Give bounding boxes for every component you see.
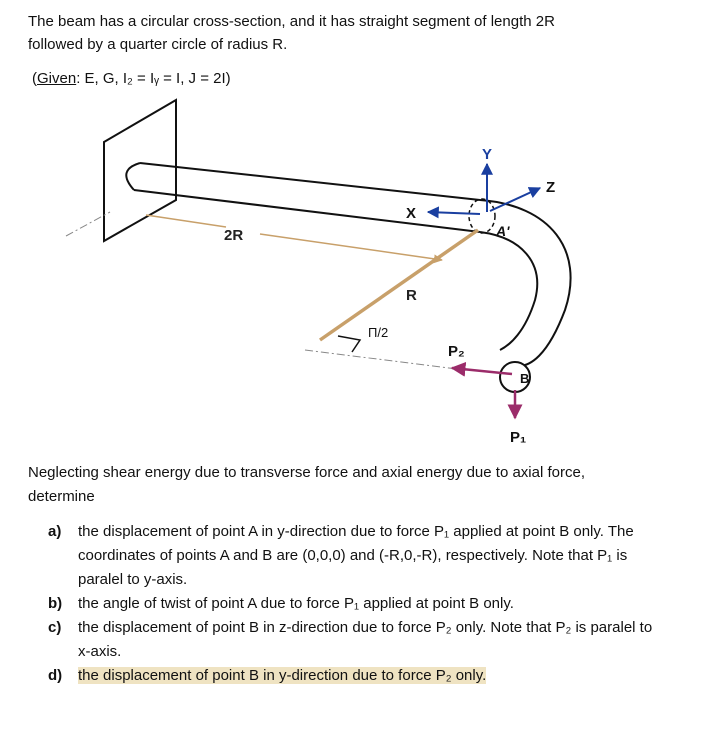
axis-x-arrow [428,212,480,214]
question-d [48,664,668,688]
question-a [48,520,668,592]
point-a-section [469,199,495,233]
axis-z-label: Z [546,179,556,196]
question-b-label: b) [48,595,63,612]
axis-x-label: X [406,205,417,222]
given-open: ( [32,70,37,87]
question-a-label: a) [48,523,62,540]
axis-y-label: Y [482,146,493,163]
given-word: Given [37,70,77,87]
question-b-text: the angle of twist of point A due to force P₁ applied at point B only. [78,595,514,612]
question-a-text: the displacement of point A in y-direction due to force P₁ applied at point B only. The coordinates of points A and B are (0,0,0) and (-R,0,-R), respectively. Note that P₁ is paralel to y-axis. [78,523,634,588]
axis-z-arrow [490,188,540,211]
instructions-lead [28,461,678,509]
force-p1-label: P₁ [510,429,527,446]
angle-label: Π/2 [368,325,389,340]
dim-2r-label: 2R [224,227,244,244]
question-d-text: the displacement of point B in y-direction due to force P₂ only. [78,667,487,684]
intro-line-1: The beam has a circular cross-section, and it has straight segment of length 2R [28,13,555,30]
beam-top-edge [140,163,480,200]
question-c-text: the displacement of point B in z-direction due to force P₂ only. Note that P₂ is paralel to x-axis. [78,619,653,660]
dim-2r-line-right [260,234,442,260]
question-d-label: d) [48,667,63,684]
fixed-wall [104,100,176,241]
intro-line-2: followed by a quarter circle of radius R. [28,36,288,53]
force-p2-label: P₂ [448,343,465,360]
lead-line-2: determine [28,488,95,505]
centerline-bottom [305,350,465,370]
beam-bottom-edge [134,190,480,232]
dim-r-label: R [406,287,417,304]
question-list [48,520,668,688]
question-b [48,592,668,616]
point-a-label: A' [496,223,510,239]
angle-mark [338,336,360,352]
question-c [48,616,668,664]
beam-curve-inner [480,232,537,350]
lead-line-1: Neglecting shear energy due to transverse force and axial energy due to axial force, [28,464,585,481]
given-rest: : E, G, I₂ = Iᵧ = I, J = 2I) [76,70,231,87]
dim-2r-line [146,215,226,227]
point-b-label: B [520,371,530,386]
question-c-label: c) [48,619,62,636]
